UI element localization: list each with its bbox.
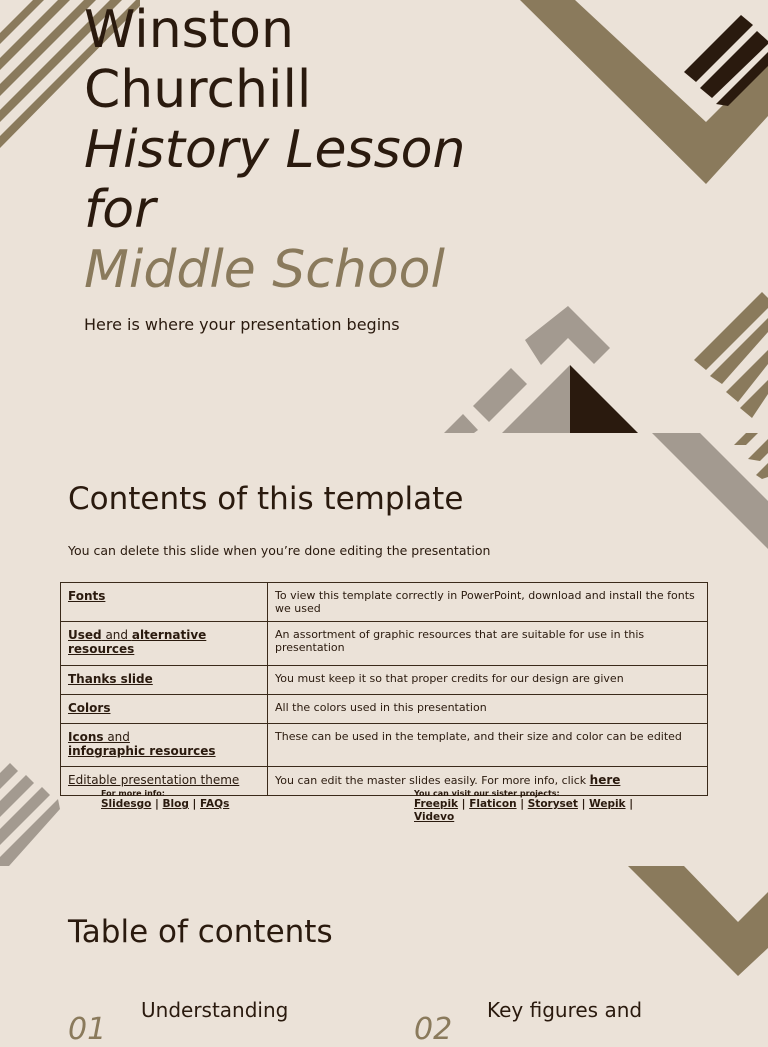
contents-slide — [0, 433, 768, 866]
title-line-2: Churchill — [84, 60, 312, 120]
and-text: and — [103, 730, 130, 744]
row-key-thanks — [61, 666, 268, 695]
row-key-colors — [61, 695, 268, 724]
stripes-mid-right — [694, 292, 768, 418]
row-value: You must keep it so that proper credits for our design are given — [268, 666, 708, 695]
slidesgo-link[interactable]: Slidesgo — [101, 798, 152, 810]
faqs-link[interactable]: FAQs — [200, 798, 230, 810]
table-row — [61, 666, 708, 695]
toc-slide — [0, 866, 768, 1047]
toc-number-2: 02 — [414, 1012, 453, 1047]
title-line-1: Winston — [84, 0, 294, 60]
toc-number-1: 01 — [68, 1012, 107, 1047]
used-link[interactable]: Used — [68, 628, 102, 642]
table-row — [61, 583, 708, 622]
contents-title: Contents of this template — [68, 481, 464, 517]
blog-link[interactable]: Blog — [162, 798, 189, 810]
freepik-link[interactable]: Freepik — [414, 798, 459, 810]
footer-sister-label: You can visit our sister projects: — [414, 789, 560, 798]
contents-table — [60, 582, 708, 796]
footer-more-info-label: For more info: — [101, 789, 165, 798]
dark-triangle — [570, 365, 638, 433]
row-value: These can be used in the template, and their size and color can be edited — [268, 724, 708, 767]
here-link[interactable]: here — [589, 773, 621, 787]
row-key-icons — [61, 724, 268, 767]
row-value: All the colors used in this presentation — [268, 695, 708, 724]
table-row — [61, 622, 708, 666]
title-heading — [84, 0, 465, 300]
alternative-resources-link[interactable]: alternative resources — [68, 628, 207, 656]
thanks-slide-link[interactable]: Thanks slide — [68, 672, 153, 686]
icons-link[interactable]: Icons — [68, 730, 104, 744]
toc-item-2-title: Key figures and — [487, 998, 643, 1022]
and-text: and — [101, 628, 132, 642]
theme-text: You can edit the master slides easily. For more info, click — [275, 774, 590, 787]
storyset-link[interactable]: Storyset — [527, 798, 578, 810]
footer-sister-projects: You can visit our sister projects: Freepik | Flaticon | Storyset | Wepik | Videvo — [414, 789, 654, 824]
subtitle: Here is where your presentation begins — [84, 315, 400, 334]
infographic-resources-link[interactable]: infographic resources — [68, 744, 216, 758]
table-row — [61, 724, 708, 767]
toc-title: Table of contents — [68, 914, 333, 950]
wepik-link[interactable]: Wepik — [589, 798, 626, 810]
title-line-5: Middle School — [84, 240, 445, 300]
row-value: To view this template correctly in PowerPoint, download and install the fonts we used — [268, 583, 708, 622]
contents-description: You can delete this slide when you’re done editing the presentation — [68, 543, 491, 558]
title-line-4: for — [84, 180, 156, 240]
title-line-3: History Lesson — [84, 120, 466, 180]
flaticon-link[interactable]: Flaticon — [469, 798, 517, 810]
theme-label: Editable presentation theme — [68, 773, 240, 787]
chevron-right — [628, 866, 768, 976]
row-value: An assortment of graphic resources that are suitable for use in this presentation — [268, 622, 708, 666]
toc-item-1-title: Understanding — [141, 998, 289, 1022]
gray-band-top-right — [652, 433, 768, 549]
row-key-resources — [61, 622, 268, 666]
videvo-link[interactable]: Videvo — [414, 811, 455, 823]
fonts-link[interactable]: Fonts — [68, 589, 106, 603]
footer-more-info: For more info: Slidesgo | Blog | FAQs — [101, 789, 230, 810]
title-slide — [0, 0, 768, 433]
table-row — [61, 695, 708, 724]
row-key-fonts[interactable] — [61, 583, 268, 622]
colors-link[interactable]: Colors — [68, 701, 111, 715]
stripes-bottom-left — [0, 763, 60, 866]
